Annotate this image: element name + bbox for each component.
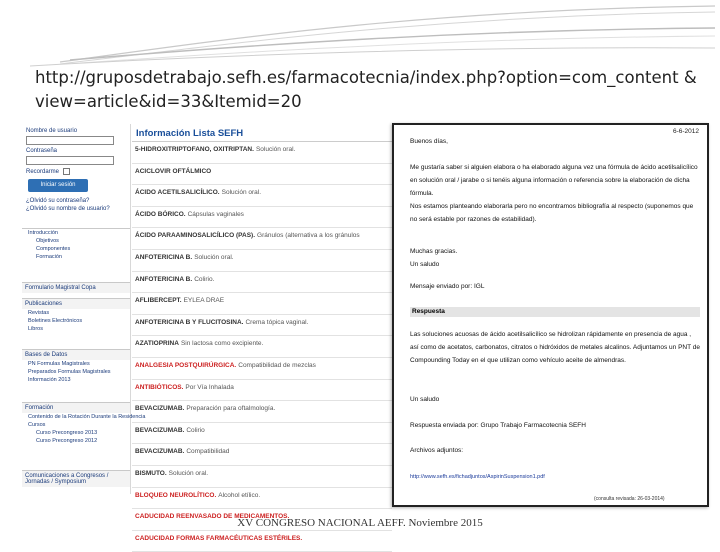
response-header: Respuesta <box>410 307 700 317</box>
list-item-name[interactable]: ANTIBIÓTICOS. <box>135 383 184 391</box>
list-item-name[interactable]: AFLIBERCEPT. <box>135 297 182 305</box>
attachment-link[interactable]: http://www.sefh.es/fichadjuntos/AspirinSuspension1.pdf <box>410 474 545 480</box>
list-item[interactable] <box>132 228 392 250</box>
list-item-desc: Compatibilidad de mezclas <box>238 361 316 369</box>
message-popup <box>392 123 709 507</box>
left-sidebar <box>22 124 146 494</box>
list-item[interactable] <box>132 315 392 337</box>
nav-item-contenido-rotacion[interactable]: Contenido de la Rotación Durante la Residencia <box>28 414 146 420</box>
username-input[interactable] <box>26 136 114 145</box>
nav-section-bases <box>22 349 130 384</box>
forgot-username-link[interactable]: ¿Olvidó su nombre de usuario? <box>26 206 110 212</box>
nav-item-preparados[interactable]: Preparados Formulas Magistrales <box>28 369 111 375</box>
url-title: http://gruposdetrabajo.sefh.es/farmacotecnia/index.php?option=com_content &view=article&id=33&Itemid=20 <box>35 68 697 111</box>
message-body: Me gustaría saber si alguien elabora o ha elaborado alguna vez una fórmula de ácido acetilsalicílico en solución oral / jarabe o si tenéis alguna información o referencia sobre la elaboración de dicha fórmula. <box>410 164 698 197</box>
list-item-name[interactable]: BISMUTO. <box>135 469 167 477</box>
list-item-desc: Solución oral. <box>221 189 262 197</box>
nav-section-formacion <box>22 402 146 445</box>
list-item-name[interactable]: BLOQUEO NEUROLÍTICO. <box>135 491 217 499</box>
list-item[interactable] <box>132 185 392 207</box>
list-item-desc: Sin lactosa como excipiente. <box>180 340 264 348</box>
list-item-name[interactable]: BEVACIZUMAB. <box>135 405 185 413</box>
consulted-note: (consulta revisada: 26-03-2014) <box>594 496 665 502</box>
password-label: Contraseña <box>26 148 58 154</box>
nav-section-formulario <box>22 282 130 293</box>
list-item[interactable] <box>132 293 392 315</box>
list-item-desc: Solución oral. <box>168 469 209 477</box>
list-item-name[interactable]: BEVACIZUMAB. <box>135 426 185 434</box>
list-item[interactable] <box>132 164 392 186</box>
list-item-name[interactable]: BEVACIZUMAB. <box>135 448 185 456</box>
nav-section-title: Bases de Datos <box>22 350 130 360</box>
nav-section-intro <box>22 228 130 261</box>
message-body-2: Nos estamos planteando elaborarla pero no encontramos bibliografía al respecto (suponemos que no será estable por razones de estabilidad). <box>410 203 694 223</box>
list-item-desc: Solución oral. <box>194 253 234 261</box>
list-item-desc: Colirio. <box>194 275 215 283</box>
remember-text: Recordarme <box>26 169 60 176</box>
message-regards: Un saludo <box>410 261 440 268</box>
list-item-name[interactable]: ACICLOVIR OFTÁLMICO <box>135 167 212 175</box>
nav-item-revistas[interactable]: Revistas <box>28 310 50 316</box>
list-item-desc: EYLEA DRAE <box>183 297 225 305</box>
list-item-desc: Gránulos (alternativa a los gránulos <box>257 232 360 240</box>
list-item-name[interactable]: ANFOTERICINA B. <box>135 253 193 261</box>
list-item[interactable] <box>132 250 392 272</box>
list-item[interactable] <box>132 401 392 423</box>
list-item-name[interactable]: AZATIOPRINA <box>135 340 179 348</box>
list-item[interactable] <box>132 142 392 164</box>
list-item-desc: Por Vía Inhalada <box>185 383 234 391</box>
nav-section-title[interactable]: Formulario Magistral Copa <box>22 283 130 293</box>
nav-item-boletines[interactable]: Boletines Electrónicos <box>28 318 83 324</box>
nav-section-publicaciones <box>22 298 130 333</box>
nav-item-introduccion[interactable]: Introducción <box>28 230 58 236</box>
nav-item-objetivos[interactable]: Objetivos <box>36 238 59 244</box>
login-button[interactable]: Iniciar sesión <box>28 179 88 192</box>
list-rows <box>132 142 392 552</box>
list-item[interactable] <box>132 423 392 445</box>
list-item[interactable] <box>132 488 392 510</box>
list-item-desc: Solución oral. <box>255 146 296 153</box>
list-item-desc: Alcohol etílico. <box>218 491 261 499</box>
list-item[interactable] <box>132 444 392 466</box>
attachments-label: Archivos adjuntos: <box>410 447 464 454</box>
nav-section-comunicaciones <box>22 470 130 487</box>
list-item-name[interactable]: ANFOTERICINA B Y FLUCITOSINA. <box>135 318 244 326</box>
response-body: Las soluciones acuosas de ácido acetilsalicílico se hidrolizan rápidamente en presencia de agua , así como de acetatos, carbonatos, citratos o hidróxidos de metales alcalinos. Adjuntamos un PNT de Compounding Today en el que utilizan como vehículo aceite de almendras. <box>410 331 701 364</box>
list-item-desc: Cápsulas vaginales <box>187 210 244 218</box>
list-item-desc: Compatibilidad <box>186 448 230 456</box>
nav-item-libros[interactable]: Libros <box>28 326 43 332</box>
list-item[interactable] <box>132 207 392 229</box>
password-input[interactable] <box>26 156 114 165</box>
nav-section-title: Publicaciones <box>22 299 130 309</box>
list-title: Información Lista SEFH <box>132 124 392 142</box>
nav-item-curso-2012[interactable]: Curso Precongreso 2012 <box>36 438 98 444</box>
nav-item-componentes[interactable]: Componentes <box>36 246 71 252</box>
list-item[interactable] <box>132 272 392 294</box>
nav-section-title[interactable]: Comunicaciones a Congresos / Jornadas / Symposium <box>22 471 130 487</box>
list-item-desc: Crema tópica vaginal. <box>245 318 309 326</box>
nav-item-informacion[interactable]: Información 2013 <box>28 377 71 383</box>
list-item[interactable] <box>132 466 392 488</box>
remember-checkbox[interactable] <box>63 168 70 175</box>
list-item[interactable] <box>132 531 392 552</box>
username-label: Nombre de usuario <box>26 128 78 134</box>
nav-item-pn-formulas[interactable]: PN Formulas Magistrales <box>28 361 90 367</box>
list-item-name[interactable]: 5-HIDROXITRIPTOFANO, OXITRIPTAN. <box>135 146 254 153</box>
nav-item-cursos[interactable]: Cursos <box>28 422 46 428</box>
list-item-name[interactable]: ÁCIDO ACETILSALICÍLICO. <box>135 189 220 197</box>
decorative-swoosh <box>0 0 720 70</box>
remember-label <box>26 168 70 175</box>
message-greeting: Buenos días, <box>410 138 448 145</box>
response-regards: Un saludo <box>410 396 440 403</box>
nav-section-title: Formación <box>22 403 130 413</box>
forgot-password-link[interactable]: ¿Olvidó su contraseña? <box>26 198 90 204</box>
message-thanks: Muchas gracias. <box>410 248 458 255</box>
list-item[interactable] <box>132 380 392 402</box>
nav-item-curso-2013[interactable]: Curso Precongreso 2013 <box>36 430 98 436</box>
list-item-name[interactable]: ANALGESIA POSTQUIRÚRGICA. <box>135 361 237 369</box>
message-sent-by: Mensaje enviado por: IGL <box>410 283 485 290</box>
message-date: 6-6-2012 <box>672 128 699 135</box>
list-item[interactable] <box>132 358 392 380</box>
slide-caption: XV CONGRESO NACIONAL AEFF. Noviembre 2015 <box>237 517 483 529</box>
list-item-name[interactable]: CADUCIDAD FORMAS FARMACÉUTICAS ESTÉRILES. <box>135 534 303 542</box>
nav-item-formacion[interactable]: Formación <box>36 254 62 260</box>
list-item-name[interactable]: CADUCIDAD REENVASADO DE MEDICAMENTOS. <box>135 513 290 521</box>
list-item-desc: Colirio <box>186 426 205 434</box>
list-item-name[interactable]: ÁCIDO PARAAMINOSALICÍLICO (PAS). <box>135 232 256 240</box>
list-item-desc: Preparación para oftalmología. <box>186 405 276 413</box>
response-sent-by: Respuesta enviada por: Grupo Trabajo Farmacotecnia SEFH <box>410 422 586 429</box>
list-item-name[interactable]: ANFOTERICINA B. <box>135 275 193 283</box>
list-item[interactable] <box>132 336 392 358</box>
list-item-name[interactable]: ÁCIDO BÓRICO. <box>135 210 186 218</box>
